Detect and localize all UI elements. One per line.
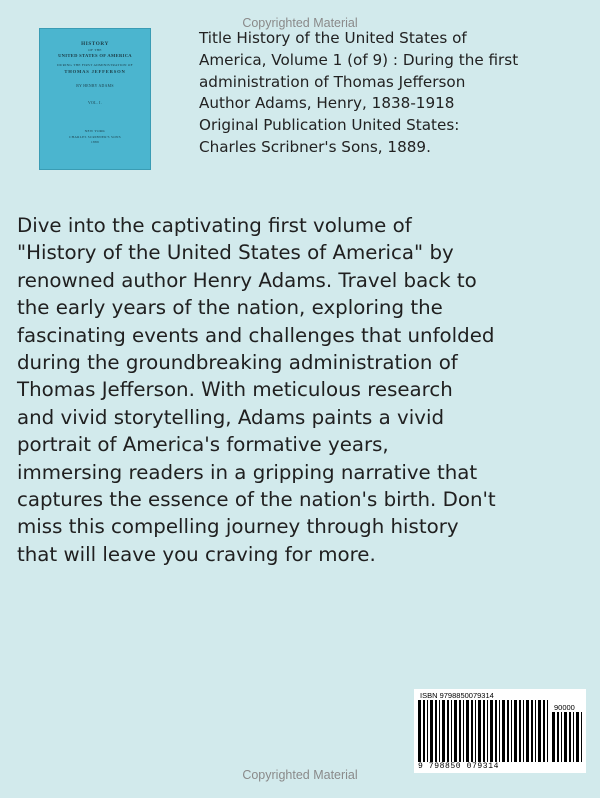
book-cover-thumbnail bbox=[39, 28, 151, 170]
description-line: and vivid storytelling, Adams paints a vivid bbox=[17, 405, 444, 429]
cover-line: UNITED STATES OF AMERICA bbox=[58, 53, 132, 59]
book-metadata bbox=[199, 28, 594, 159]
description-line: Thomas Jefferson. With meticulous research bbox=[17, 378, 453, 402]
description-line: miss this compelling journey through history bbox=[17, 515, 459, 539]
meta-line: Title History of the United States of bbox=[199, 29, 467, 47]
description-line: portrait of America's formative years, bbox=[17, 433, 389, 457]
description-line: Dive into the captivating first volume of bbox=[17, 214, 412, 237]
description-line: that will leave you craving for more. bbox=[17, 542, 376, 566]
meta-line: Author Adams, Henry, 1838-1918 bbox=[199, 94, 455, 113]
description-line: captures the essence of the nation's birth. Don't bbox=[17, 488, 496, 512]
barcode-bars bbox=[418, 700, 550, 762]
cover-line: NEW YORK bbox=[84, 129, 106, 134]
cover-line: DURING THE FIRST ADMINISTRATION OF bbox=[57, 62, 133, 67]
cover-line: HISTORY bbox=[81, 41, 109, 47]
cover-line: 1889 bbox=[91, 139, 99, 144]
meta-line: administration of Thomas Jefferson bbox=[199, 72, 466, 91]
description-line: during the groundbreaking administration of bbox=[17, 351, 458, 375]
meta-line: America, Volume 1 (of 9) : During the first bbox=[199, 50, 519, 69]
cover-line: CHARLES SCRIBNER'S SONS bbox=[69, 134, 121, 139]
cover-line: VOL. I. bbox=[87, 100, 102, 105]
isbn-digits: 9 798850 079314 bbox=[418, 762, 500, 771]
meta-line: Original Publication United States: bbox=[199, 116, 460, 135]
description-line: immersing readers in a gripping narrative that bbox=[17, 460, 478, 484]
cover-line: BY HENRY ADAMS bbox=[76, 84, 114, 89]
description-line: the early years of the nation, exploring the bbox=[17, 296, 443, 320]
cover-line: THOMAS JEFFERSON bbox=[64, 68, 126, 74]
price-code: 90000 bbox=[554, 703, 575, 712]
cover-line: OF THE bbox=[88, 48, 102, 53]
copyright-watermark-top: Copyrighted Material bbox=[242, 16, 358, 30]
price-barcode-bars bbox=[552, 712, 582, 762]
isbn-barcode bbox=[414, 689, 586, 773]
description-line: "History of the United States of America" by bbox=[17, 241, 454, 265]
meta-line: Charles Scribner's Sons, 1889. bbox=[199, 137, 431, 156]
copyright-watermark-bottom: Copyrighted Material bbox=[242, 768, 358, 782]
book-description bbox=[17, 212, 595, 568]
description-line: renowned author Henry Adams. Travel back to bbox=[17, 268, 477, 292]
isbn-label: ISBN 9798850079314 bbox=[420, 691, 494, 700]
description-line: fascinating events and challenges that unfolded bbox=[17, 323, 495, 347]
